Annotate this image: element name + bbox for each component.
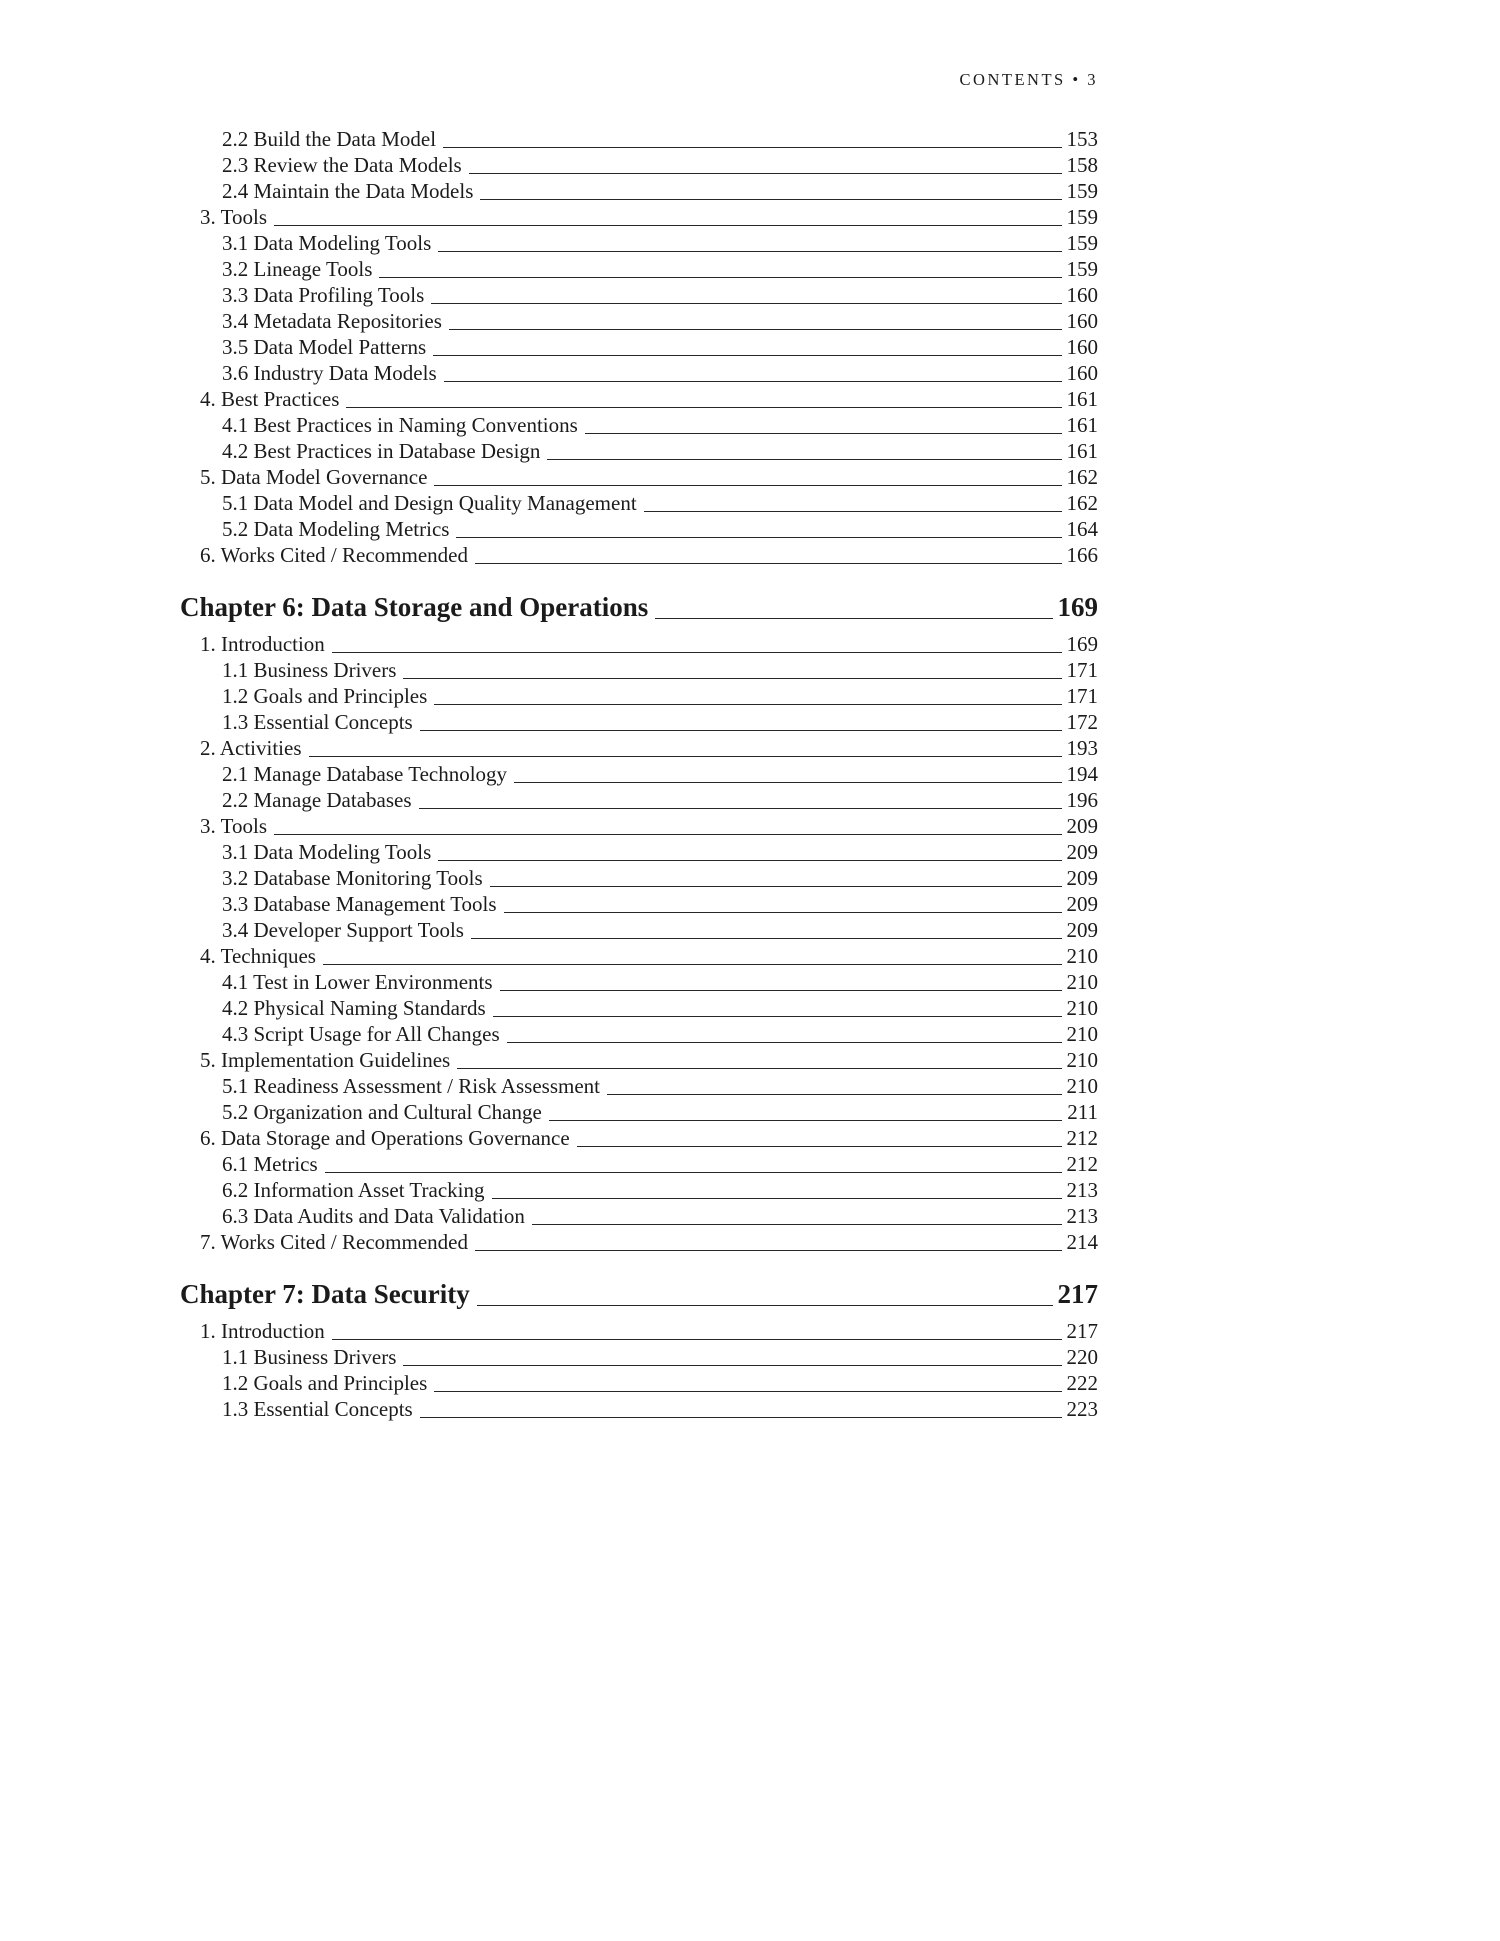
toc-entry-label: 4.3 Script Usage for All Changes <box>222 1022 500 1046</box>
toc-entry-row <box>180 917 1098 943</box>
toc-entry-page: 196 <box>1066 788 1098 812</box>
toc-leader-line <box>500 990 1062 991</box>
toc-entry-page: 212 <box>1066 1126 1098 1150</box>
toc-entry-label: 2.4 Maintain the Data Models <box>222 179 474 203</box>
toc-leader-line <box>420 730 1062 731</box>
toc-entry-label: 2. Activities <box>200 736 302 760</box>
toc-entry-label: 6. Data Storage and Operations Governance <box>200 1126 570 1150</box>
toc-leader-line <box>434 485 1061 486</box>
toc-leader-line <box>457 1068 1061 1069</box>
toc-leader-line <box>274 834 1062 835</box>
running-header: CONTENTS • 3 <box>959 70 1098 89</box>
toc-leader-line <box>644 511 1062 512</box>
toc-entry-page: 209 <box>1066 892 1098 916</box>
toc-leader-line <box>274 225 1062 226</box>
toc-leader-line <box>475 563 1062 564</box>
toc-entry-row <box>180 152 1098 178</box>
toc-entry-page: 159 <box>1066 257 1098 281</box>
toc-leader-line <box>332 1339 1062 1340</box>
toc-entry-row <box>180 542 1098 568</box>
toc-entry-row <box>180 126 1098 152</box>
toc-entry-label: Chapter 7: Data Security <box>180 1279 470 1309</box>
toc-leader-line <box>449 329 1062 330</box>
toc-entry-page: 209 <box>1066 814 1098 838</box>
toc-leader-line <box>475 1250 1062 1251</box>
toc-entry-row <box>180 256 1098 282</box>
toc-entry-label: 1.3 Essential Concepts <box>222 710 413 734</box>
toc-leader-line <box>549 1120 1062 1121</box>
toc-entry-page: 160 <box>1066 361 1098 385</box>
toc-entry-label: 2.2 Manage Databases <box>222 788 412 812</box>
toc-entry-label: 2.3 Review the Data Models <box>222 153 462 177</box>
toc-entry-label: 5.1 Data Model and Design Quality Management <box>222 491 637 515</box>
toc-entry-page: 162 <box>1066 491 1098 515</box>
toc-entry-page: 217 <box>1057 1279 1098 1309</box>
toc-leader-line <box>471 938 1062 939</box>
toc-entry-page: 212 <box>1066 1152 1098 1176</box>
toc-leader-line <box>504 912 1062 913</box>
toc-entry-page: 158 <box>1066 153 1098 177</box>
toc-entry-page: 210 <box>1066 970 1098 994</box>
toc-entry-row <box>180 282 1098 308</box>
toc-leader-line <box>431 303 1061 304</box>
toc-leader-line <box>403 1365 1061 1366</box>
toc-entry-page: 162 <box>1066 465 1098 489</box>
toc-entry-row <box>180 969 1098 995</box>
toc-leader-line <box>420 1417 1062 1418</box>
toc-entry-page: 172 <box>1066 710 1098 734</box>
toc-entry-row <box>180 1318 1098 1344</box>
toc-list <box>180 126 1098 1422</box>
toc-entry-page: 161 <box>1066 439 1098 463</box>
toc-entry-page: 223 <box>1066 1397 1098 1421</box>
toc-entry-label: 5. Data Model Governance <box>200 465 428 489</box>
toc-leader-line <box>419 808 1062 809</box>
toc-entry-page: 213 <box>1066 1178 1098 1202</box>
toc-leader-line <box>607 1094 1061 1095</box>
toc-leader-line <box>332 652 1062 653</box>
toc-entry-page: 161 <box>1066 387 1098 411</box>
toc-chapter-row <box>180 1276 1098 1312</box>
toc-chapter-row <box>180 589 1098 625</box>
toc-entry-row <box>180 360 1098 386</box>
toc-entry-label: 1.1 Business Drivers <box>222 1345 397 1369</box>
toc-entry-label: 5.1 Readiness Assessment / Risk Assessment <box>222 1074 601 1098</box>
toc-leader-line <box>477 1305 1053 1306</box>
toc-leader-line <box>585 433 1062 434</box>
toc-entry-label: 3.3 Database Management Tools <box>222 892 497 916</box>
toc-leader-line <box>469 173 1062 174</box>
toc-leader-line <box>514 782 1061 783</box>
toc-entry-page: 164 <box>1066 517 1098 541</box>
toc-entry-label: 6.2 Information Asset Tracking <box>222 1178 485 1202</box>
toc-entry-page: 169 <box>1066 632 1098 656</box>
toc-leader-line <box>492 1198 1062 1199</box>
toc-leader-line <box>323 964 1062 965</box>
toc-entry-row <box>180 1177 1098 1203</box>
toc-leader-line <box>532 1224 1062 1225</box>
toc-entry-row <box>180 230 1098 256</box>
toc-leader-line <box>325 1172 1062 1173</box>
toc-entry-page: 209 <box>1066 918 1098 942</box>
toc-entry-label: 3.6 Industry Data Models <box>222 361 437 385</box>
toc-entry-page: 194 <box>1066 762 1098 786</box>
toc-leader-line <box>655 618 1052 619</box>
toc-leader-line <box>438 860 1061 861</box>
toc-entry-page: 166 <box>1066 543 1098 567</box>
toc-entry-row <box>180 787 1098 813</box>
toc-entry-row <box>180 1047 1098 1073</box>
toc-entry-row <box>180 1396 1098 1422</box>
toc-entry-label: 1.2 Goals and Principles <box>222 684 428 708</box>
toc-entry-row <box>180 865 1098 891</box>
toc-leader-line <box>443 147 1061 148</box>
toc-leader-line <box>309 756 1062 757</box>
toc-entry-label: 5.2 Data Modeling Metrics <box>222 517 450 541</box>
toc-entry-page: 210 <box>1066 1074 1098 1098</box>
toc-entry-page: 161 <box>1066 413 1098 437</box>
toc-leader-line <box>577 1146 1062 1147</box>
toc-leader-line <box>433 355 1061 356</box>
toc-entry-label: 7. Works Cited / Recommended <box>200 1230 468 1254</box>
toc-leader-line <box>438 251 1061 252</box>
toc-entry-label: 4.1 Test in Lower Environments <box>222 970 493 994</box>
toc-entry-label: 4.2 Best Practices in Database Design <box>222 439 541 463</box>
toc-entry-row <box>180 1344 1098 1370</box>
toc-entry-row <box>180 178 1098 204</box>
toc-entry-page: 210 <box>1066 996 1098 1020</box>
toc-leader-line <box>434 1391 1061 1392</box>
toc-entry-row <box>180 943 1098 969</box>
toc-entry-row <box>180 1125 1098 1151</box>
toc-entry-label: 2.2 Build the Data Model <box>222 127 437 151</box>
toc-entry-page: 209 <box>1066 840 1098 864</box>
toc-entry-label: 4.1 Best Practices in Naming Conventions <box>222 413 578 437</box>
toc-entry-label: 3.5 Data Model Patterns <box>222 335 427 359</box>
toc-leader-line <box>490 886 1062 887</box>
toc-entry-label: 5.2 Organization and Cultural Change <box>222 1100 542 1124</box>
toc-entry-page: 160 <box>1066 283 1098 307</box>
toc-entry-row <box>180 308 1098 334</box>
toc-entry-row <box>180 683 1098 709</box>
toc-entry-label: 4. Techniques <box>200 944 316 968</box>
toc-entry-page: 171 <box>1066 658 1098 682</box>
toc-entry-label: 3.2 Database Monitoring Tools <box>222 866 483 890</box>
toc-entry-row <box>180 516 1098 542</box>
toc-entry-label: 3.1 Data Modeling Tools <box>222 840 432 864</box>
toc-entry-label: 6. Works Cited / Recommended <box>200 543 468 567</box>
toc-entry-label: 1.3 Essential Concepts <box>222 1397 413 1421</box>
toc-entry-label: 3.3 Data Profiling Tools <box>222 283 425 307</box>
toc-entry-page: 222 <box>1066 1371 1098 1395</box>
toc-entry-label: 4. Best Practices <box>200 387 340 411</box>
toc-entry-page: 160 <box>1066 335 1098 359</box>
toc-entry-label: 3. Tools <box>200 205 267 229</box>
toc-entry-row <box>180 891 1098 917</box>
toc-entry-page: 153 <box>1066 127 1098 151</box>
toc-leader-line <box>456 537 1061 538</box>
toc-entry-row <box>180 761 1098 787</box>
toc-entry-label: 3.4 Developer Support Tools <box>222 918 464 942</box>
toc-entry-row <box>180 1021 1098 1047</box>
toc-leader-line <box>346 407 1061 408</box>
toc-entry-label: 1.1 Business Drivers <box>222 658 397 682</box>
toc-entry-row <box>180 386 1098 412</box>
toc-entry-page: 210 <box>1066 944 1098 968</box>
toc-entry-page: 210 <box>1066 1048 1098 1072</box>
toc-entry-label: Chapter 6: Data Storage and Operations <box>180 592 649 622</box>
toc-entry-row <box>180 839 1098 865</box>
toc-entry-page: 217 <box>1066 1319 1098 1343</box>
toc-entry-label: 1.2 Goals and Principles <box>222 1371 428 1395</box>
toc-entry-page: 213 <box>1066 1204 1098 1228</box>
toc-entry-row <box>180 735 1098 761</box>
toc-entry-label: 1. Introduction <box>200 632 325 656</box>
toc-leader-line <box>379 277 1061 278</box>
toc-entry-row <box>180 412 1098 438</box>
toc-entry-page: 159 <box>1066 205 1098 229</box>
toc-entry-row <box>180 1073 1098 1099</box>
toc-entry-label: 5. Implementation Guidelines <box>200 1048 451 1072</box>
toc-entry-row <box>180 1229 1098 1255</box>
toc-entry-row <box>180 1099 1098 1125</box>
toc-entry-label: 1. Introduction <box>200 1319 325 1343</box>
toc-entry-row <box>180 813 1098 839</box>
toc-entry-row <box>180 1203 1098 1229</box>
toc-entry-page: 159 <box>1066 231 1098 255</box>
toc-entry-page: 169 <box>1057 592 1098 622</box>
toc-leader-line <box>480 199 1061 200</box>
toc-entry-label: 2.1 Manage Database Technology <box>222 762 508 786</box>
toc-leader-line <box>403 678 1061 679</box>
toc-entry-page: 193 <box>1066 736 1098 760</box>
toc-entry-row <box>180 1151 1098 1177</box>
toc-entry-row <box>180 657 1098 683</box>
toc-entry-page: 171 <box>1066 684 1098 708</box>
toc-entry-page: 214 <box>1066 1230 1098 1254</box>
toc-leader-line <box>493 1016 1062 1017</box>
toc-leader-line <box>444 381 1062 382</box>
toc-entry-row <box>180 709 1098 735</box>
toc-leader-line <box>507 1042 1062 1043</box>
toc-entry-row <box>180 995 1098 1021</box>
toc-entry-page: 209 <box>1066 866 1098 890</box>
toc-entry-page: 210 <box>1066 1022 1098 1046</box>
toc-entry-label: 3.2 Lineage Tools <box>222 257 373 281</box>
toc-entry-label: 3. Tools <box>200 814 267 838</box>
toc-entry-row <box>180 490 1098 516</box>
toc-entry-row <box>180 204 1098 230</box>
toc-entry-label: 4.2 Physical Naming Standards <box>222 996 486 1020</box>
toc-entry-label: 6.1 Metrics <box>222 1152 318 1176</box>
toc-entry-page: 160 <box>1066 309 1098 333</box>
toc-entry-label: 3.4 Metadata Repositories <box>222 309 442 333</box>
toc-entry-label: 6.3 Data Audits and Data Validation <box>222 1204 525 1228</box>
toc-leader-line <box>547 459 1061 460</box>
toc-entry-row <box>180 631 1098 657</box>
toc-entry-page: 159 <box>1066 179 1098 203</box>
toc-leader-line <box>434 704 1061 705</box>
toc-entry-page: 220 <box>1066 1345 1098 1369</box>
toc-entry-row <box>180 1370 1098 1396</box>
toc-entry-row <box>180 334 1098 360</box>
toc-entry-row <box>180 438 1098 464</box>
toc-entry-page: 211 <box>1067 1100 1098 1124</box>
toc-entry-row <box>180 464 1098 490</box>
toc-entry-label: 3.1 Data Modeling Tools <box>222 231 432 255</box>
